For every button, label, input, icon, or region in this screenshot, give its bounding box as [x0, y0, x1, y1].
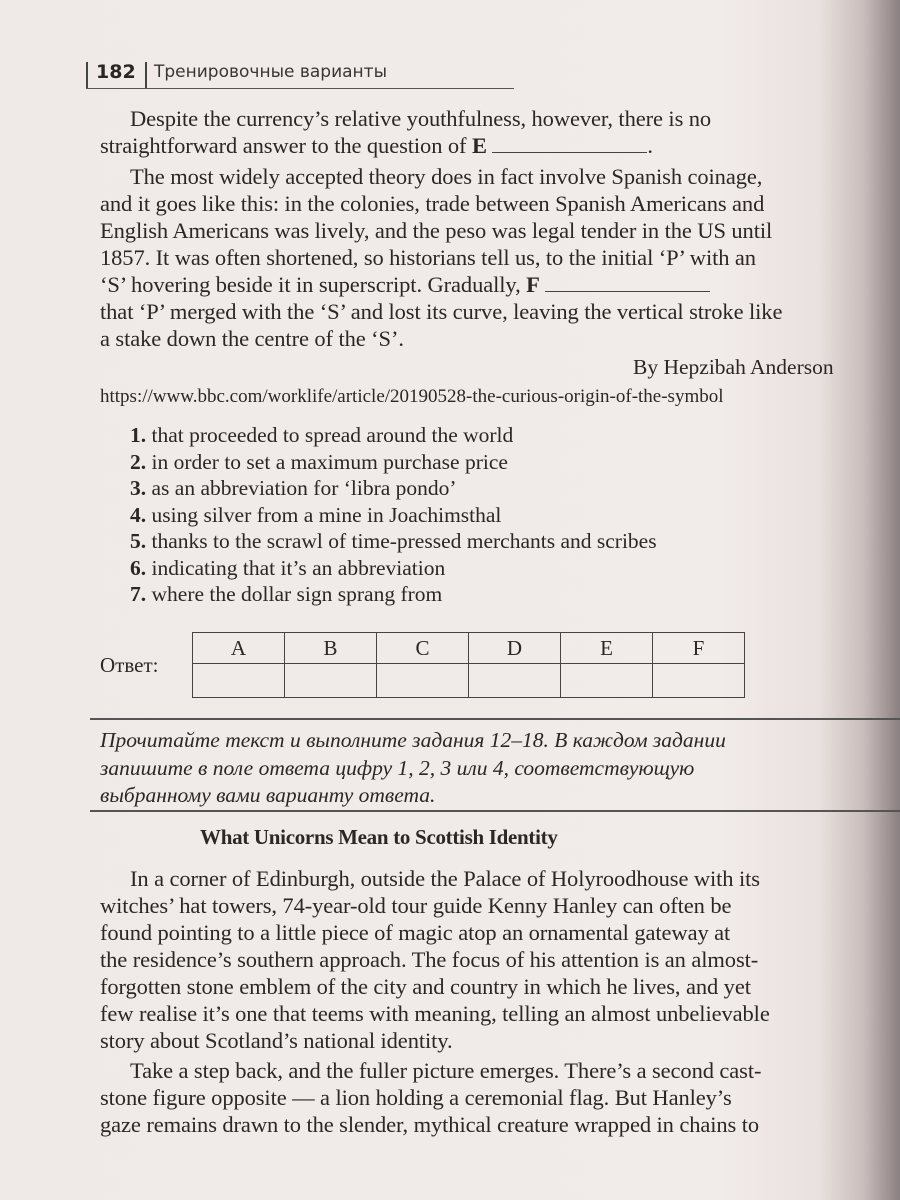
- option-text: thanks to the scrawl of time-pressed merchants and scribes: [146, 529, 657, 553]
- answer-cell-b[interactable]: [285, 664, 377, 698]
- running-header: [86, 58, 514, 89]
- section-title: Тренировочные варианты: [154, 62, 387, 82]
- options-list: [130, 422, 657, 608]
- option-text: using silver from a mine in Joachimsthal: [146, 502, 502, 527]
- passage-2-title: What Unicorns Mean to Scottish Identity: [200, 825, 558, 849]
- option-text: where the dollar sign sprang from: [146, 582, 443, 606]
- answer-cell-c[interactable]: [377, 664, 469, 698]
- text-line: the residence’s southern approach. The focus of his attention is an almost-: [100, 947, 759, 972]
- header-divider: [145, 62, 147, 88]
- instruction-line: запишите в поле ответа цифру 1, 2, 3 или 4, соответствующую: [100, 756, 695, 780]
- gap-label-f: F: [526, 272, 540, 297]
- instruction-line: Прочитайте текст и выполните задания 12–18. В каждом задании: [100, 728, 726, 752]
- option-number: 2.: [130, 449, 147, 474]
- answer-col-header: B: [285, 633, 377, 664]
- text-line: Despite the currency’s relative youthfulness, however, there is no: [130, 106, 712, 131]
- answer-label: Ответ:: [100, 653, 159, 677]
- text-line: [100, 272, 710, 298]
- answer-col-header: D: [469, 633, 561, 664]
- text-line: stone figure opposite — a lion holding a ceremonial flag. But Hanley’s: [100, 1085, 732, 1110]
- text-line: In a corner of Edinburgh, outside the Palace of Holyroodhouse with its: [130, 866, 760, 891]
- gap-e-blank[interactable]: [492, 136, 647, 153]
- option-number: 1.: [130, 423, 147, 447]
- instruction-line: выбранному вами варианту ответа.: [100, 783, 436, 807]
- author-byline: By Hepzibah Anderson: [633, 355, 834, 379]
- text-line: The most widely accepted theory does in fact involve Spanish coinage,: [130, 164, 763, 189]
- text-line: forgotten stone emblem of the city and country in which he lives, and yet: [100, 974, 751, 999]
- gap-label-e: E: [471, 133, 487, 158]
- option-text: in order to set a maximum purchase price: [146, 449, 508, 474]
- text-line: [100, 133, 653, 159]
- option-text: as an abbreviation for ‘libra pondo’: [146, 476, 457, 500]
- task-instruction-box: [90, 718, 900, 812]
- answer-col-header: A: [193, 633, 285, 664]
- answer-col-header: F: [653, 633, 745, 664]
- text-line: Take a step back, and the fuller picture emerges. There’s a second cast-: [130, 1058, 762, 1083]
- text-line: witches’ hat towers, 74-year-old tour guide Kenny Hanley can often be: [100, 893, 732, 918]
- text-line: 1857. It was often shortened, so historians tell us, to the initial ‘P’ with an: [100, 245, 756, 270]
- answer-value-row: [193, 664, 745, 698]
- text-fragment: straightforward answer to the question of: [100, 133, 472, 158]
- page-number: 182: [96, 61, 136, 83]
- text-line: gaze remains drawn to the slender, mythical creature wrapped in chains to: [100, 1112, 760, 1137]
- answer-col-header: C: [377, 633, 469, 664]
- option-number: 4.: [130, 502, 147, 527]
- option-item: [130, 449, 657, 476]
- option-item: [130, 528, 657, 555]
- answer-cell-e[interactable]: [561, 664, 653, 698]
- text-line: a stake down the centre of the ‘S’.: [100, 326, 404, 351]
- text-line: story about Scotland’s national identity.: [100, 1028, 453, 1053]
- answer-header-row: [193, 633, 745, 664]
- option-text: that proceeded to spread around the world: [146, 423, 514, 447]
- option-item: [130, 581, 657, 608]
- gap-f-blank[interactable]: [545, 275, 710, 292]
- answer-cell-a[interactable]: [193, 664, 285, 698]
- text-line: English Americans was lively, and the peso was legal tender in the US until: [100, 218, 773, 243]
- text-line: found pointing to a little piece of magic atop an ornamental gateway at: [100, 920, 731, 945]
- option-item: [130, 475, 657, 502]
- text-line: few realise it’s one that teems with meaning, telling an almost unbelievable: [100, 1001, 770, 1026]
- text-line: and it goes like this: in the colonies, trade between Spanish Americans and: [100, 191, 765, 216]
- header-rule: [86, 62, 88, 88]
- answer-cell-f[interactable]: [653, 664, 745, 698]
- option-number: 3.: [130, 476, 147, 500]
- option-number: 6.: [130, 555, 147, 580]
- answer-table: [192, 632, 745, 698]
- source-url: https://www.bbc.com/worklife/article/20190528-the-curious-origin-of-the-symbol: [100, 386, 724, 407]
- period: .: [647, 133, 653, 158]
- option-text: indicating that it’s an abbreviation: [146, 555, 446, 580]
- answer-col-header: E: [561, 633, 653, 664]
- option-item: [130, 502, 657, 529]
- option-number: 5.: [130, 529, 147, 553]
- text-line: that ‘P’ merged with the ‘S’ and lost its curve, leaving the vertical stroke like: [100, 299, 783, 324]
- option-item: [130, 555, 657, 582]
- option-item: [130, 422, 657, 449]
- answer-cell-d[interactable]: [469, 664, 561, 698]
- text-fragment: ‘S’ hovering beside it in superscript. Gradually,: [100, 272, 527, 297]
- option-number: 7.: [130, 582, 147, 606]
